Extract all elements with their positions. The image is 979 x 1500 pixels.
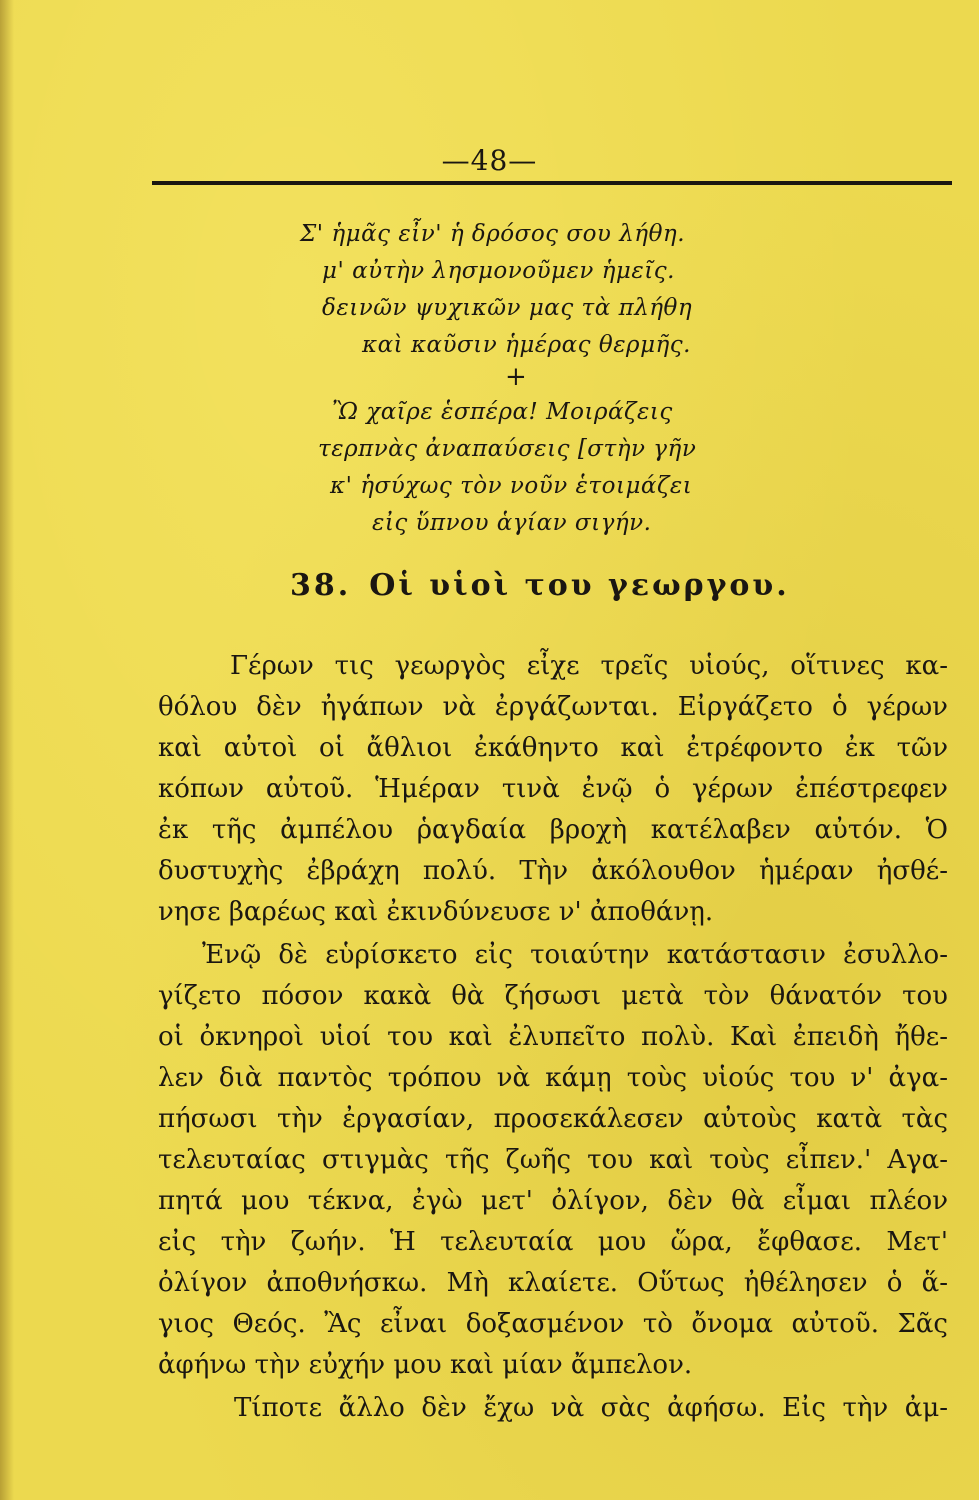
text-line: γιος Θεός. Ἂς εἶναι δοξασμένον τὸ ὄνομα αὐτοῦ. Σᾶς [158, 1309, 948, 1339]
paragraph-1 [158, 646, 948, 933]
section-heading [290, 568, 810, 603]
paragraph-3 [158, 1388, 948, 1429]
poem-line: εἰς ὕπνου ἁγίαν σιγήν. [372, 510, 652, 536]
text-line: γίζετο πόσον κακὰ θὰ ζήσωσι μετὰ τὸν θάνατόν του [158, 981, 948, 1011]
poem-line: καὶ καῦσιν ἡμέρας θερμῆς. [362, 332, 691, 358]
section-number: 38. [290, 568, 352, 603]
text-line: πήσωσι τὴν ἐργασίαν, προσεκάλεσεν αὐτοὺς κατὰ τὰς [158, 1104, 948, 1134]
text-line: θόλου δὲν ἠγάπων νὰ ἐργάζωνται. Εἰργάζετο ὁ γέρων [158, 692, 948, 722]
text-line: Τίποτε ἄλλο δὲν ἔχω νὰ σὰς ἀφήσω. Εἰς τὴν ἀμ- [234, 1393, 948, 1423]
text-line: ἐκ τῆς ἀμπέλου ῥαγδαία βροχὴ κατέλαβεν αὐτόν. Ὁ [158, 815, 948, 845]
poem-line: Ὢ χαῖρε ἑσπέρα! Μοιράζεις [332, 399, 673, 425]
text-line: Γέρων τις γεωργὸς εἶχε τρεῖς υἱούς, οἵτινες κα- [230, 651, 948, 681]
page-edge-shadow [0, 0, 14, 1500]
page-number: —48— [441, 144, 538, 177]
text-line: κόπων αὐτοῦ. Ἡμέραν τινὰ ἐνῷ ὁ γέρων ἐπέστρεφεν [158, 774, 948, 804]
text-line: οἱ ὀκνηροὶ υἱοί του καὶ ἐλυπεῖτο πολὺ. Καὶ ἐπειδὴ ἤθε- [158, 1022, 948, 1052]
text-line: πητά μου τέκνα, ἐγὼ μετ' ὀλίγον, δὲν θὰ εἶμαι πλέον [158, 1186, 948, 1216]
text-line: νησε βαρέως καὶ ἐκινδύνευσε ν' ἀποθάνῃ. [158, 897, 714, 927]
poem-line: τερπνὰς ἀναπαύσεις [στὴν γῆν [318, 436, 697, 462]
text-line: Ἐνῷ δὲ εὑρίσκετο εἰς τοιαύτην κατάστασιν ἐσυλλο- [202, 940, 948, 970]
poem-line: δεινῶν ψυχικῶν μας τὰ πλήθη [322, 295, 693, 321]
prose-body [158, 646, 948, 1429]
paragraph-2 [158, 935, 948, 1386]
text-line: ἀφήνω τὴν εὐχήν μου καὶ μίαν ἄμπελον. [158, 1350, 693, 1380]
text-line: λεν διὰ παντὸς τρόπου νὰ κάμῃ τοὺς υἱούς του ν' ἀγα- [158, 1063, 948, 1093]
poem-stanza-1 [300, 216, 780, 364]
text-line: τελευταίας στιγμὰς τῆς ζωῆς του καὶ τοὺς εἶπεν.' Αγα- [158, 1145, 948, 1175]
poem-line: μ' αὐτὴν λησμονοῦμεν ἡμεῖς. [322, 258, 675, 284]
text-line: καὶ αὐτοὶ οἱ ἄθλιοι ἐκάθηντο καὶ ἐτρέφοντο ἐκ τῶν [158, 733, 948, 763]
poem-line: κ' ἡσύχως τὸν νοῦν ἑτοιμάζει [330, 473, 693, 499]
header-rule [152, 181, 952, 185]
poem-line: Σ' ἡμᾶς εἶν' ἡ δρόσος σου λήθη. [300, 221, 686, 247]
section-title: Οἱ υἱοὶ του γεωργου. [369, 568, 790, 603]
text-line: δυστυχὴς ἐβράχη πολύ. Τὴν ἀκόλουθον ἡμέραν ἠσθέ- [158, 856, 948, 886]
text-line: εἰς τὴν ζωήν. Ἡ τελευταία μου ὥρα, ἔφθασε. Μετ' [158, 1227, 948, 1257]
text-line: ὀλίγον ἀποθνήσκω. Μὴ κλαίετε. Οὕτως ἠθέλησεν ὁ ἅ- [158, 1268, 948, 1298]
stanza-divider: + [505, 362, 527, 392]
poem-stanza-2 [318, 394, 798, 542]
